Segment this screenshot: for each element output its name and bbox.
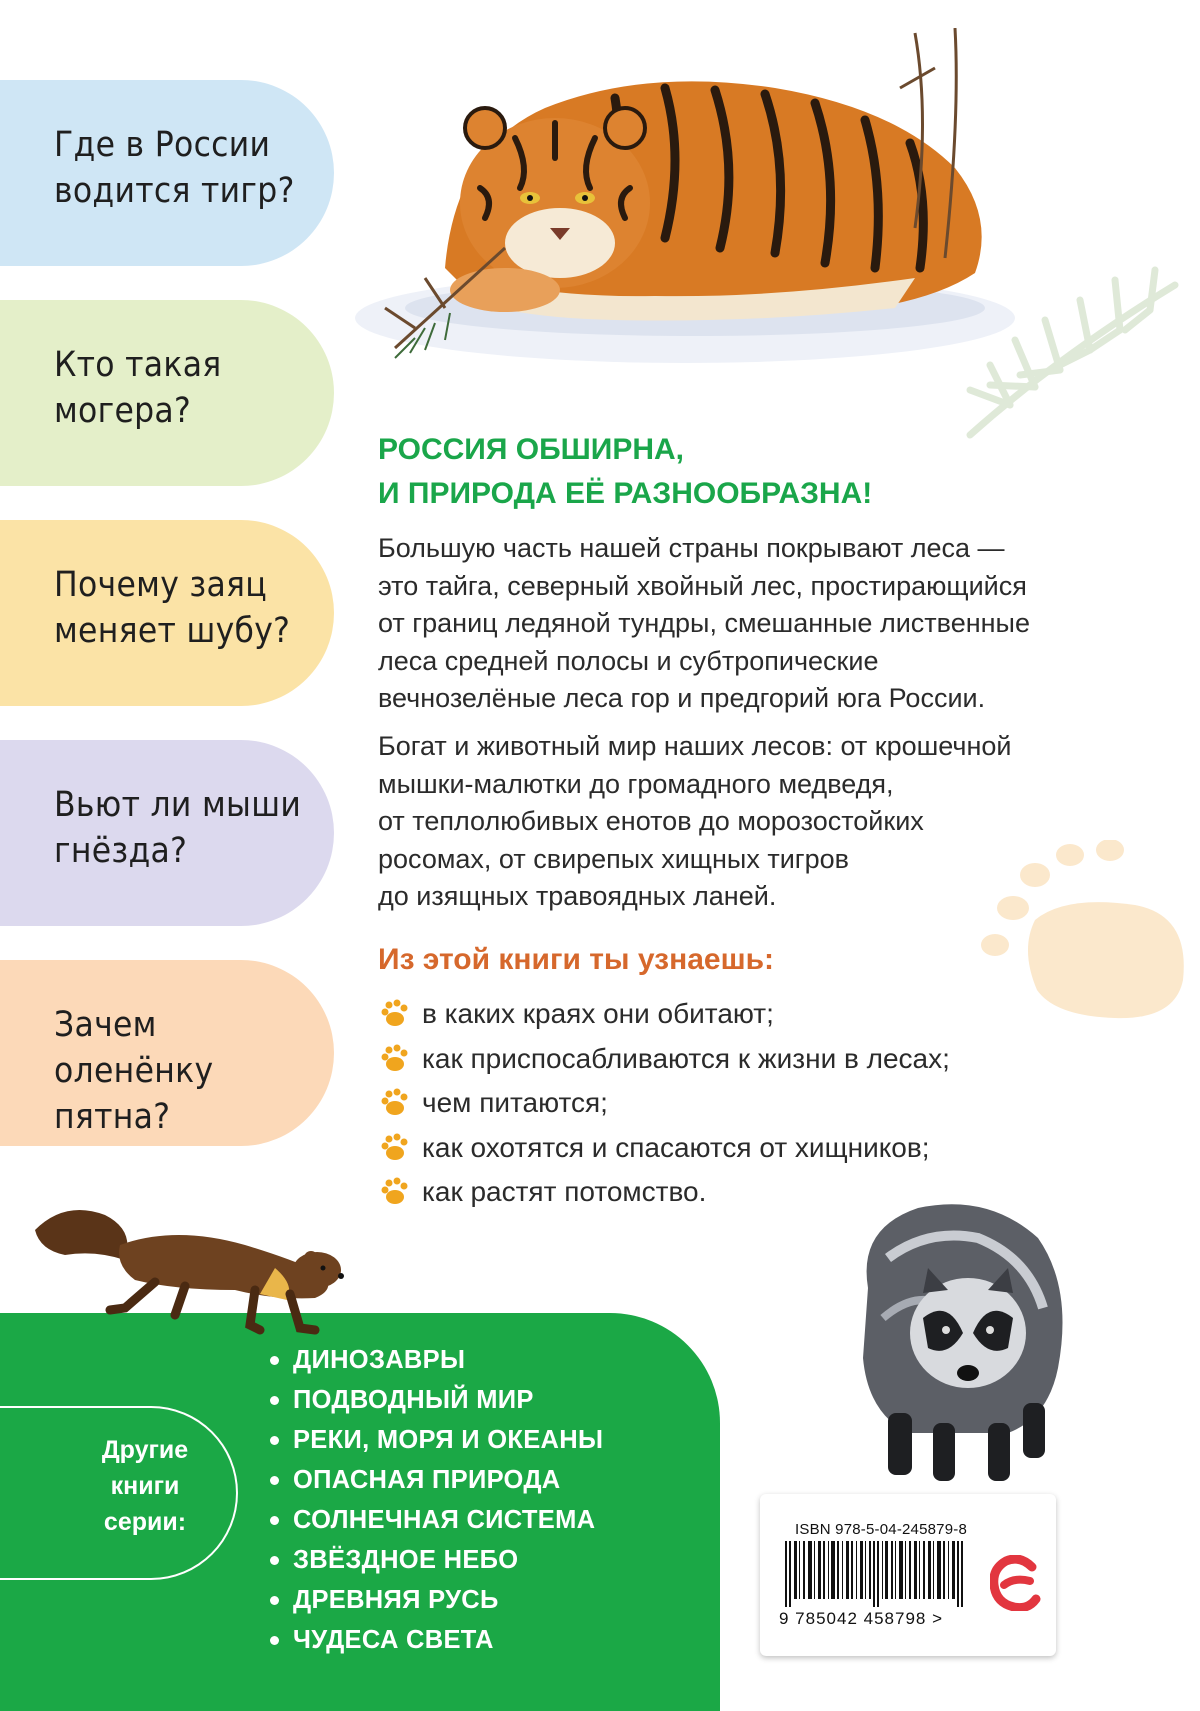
learn-list bbox=[378, 992, 1118, 1215]
series-book-item bbox=[270, 1620, 603, 1660]
list-item-text: в каких краях они обитают; bbox=[422, 998, 774, 1030]
paw-print-icon bbox=[378, 999, 410, 1029]
paw-print-icon bbox=[378, 1044, 410, 1074]
question-text: Вьют ли мыши гнёзда? bbox=[54, 785, 302, 871]
bullet-dot-icon bbox=[270, 1396, 279, 1405]
series-book-item bbox=[270, 1340, 603, 1380]
list-item bbox=[378, 992, 1118, 1037]
question-tab-2 bbox=[0, 300, 334, 486]
series-book-item bbox=[270, 1460, 603, 1500]
question-tab-5 bbox=[0, 960, 334, 1146]
series-list bbox=[270, 1340, 603, 1660]
marten-illustration bbox=[25, 1190, 345, 1340]
question-tab-4 bbox=[0, 740, 334, 926]
raccoon-dog-illustration bbox=[828, 1198, 1078, 1490]
pine-branch-illustration bbox=[950, 265, 1190, 445]
list-item bbox=[378, 1037, 1118, 1082]
series-book-title: ДИНОЗАВРЫ bbox=[293, 1345, 466, 1374]
list-item-text: как охотятся и спасаются от хищников; bbox=[422, 1131, 930, 1163]
series-book-item bbox=[270, 1380, 603, 1420]
bullet-dot-icon bbox=[270, 1516, 279, 1525]
question-text: Кто такая могера? bbox=[54, 345, 222, 431]
isbn-number: ISBN 978-5-04-245879-8 bbox=[795, 1521, 968, 1538]
bullet-dot-icon bbox=[270, 1476, 279, 1485]
series-book-title: ДРЕВНЯЯ РУСЬ bbox=[293, 1585, 499, 1614]
list-item bbox=[378, 1126, 1118, 1171]
barcode-digits: 9 785042 458798 > bbox=[779, 1609, 944, 1628]
bullet-dot-icon bbox=[270, 1556, 279, 1565]
list-item bbox=[378, 1081, 1118, 1126]
bullet-dot-icon bbox=[270, 1596, 279, 1605]
paragraph-wildlife: Богат и животный мир наших лесов: от крошечной мышки-малютки до громадного медведя, от теплолюбивых енотов до морозостойких росомах, от свирепых хищных тигров до изящных травоядных ланей. bbox=[378, 731, 1012, 911]
series-book-title: ЗВЁЗДНОЕ НЕБО bbox=[293, 1545, 519, 1574]
series-book-title: ОПАСНАЯ ПРИРОДА bbox=[293, 1465, 561, 1494]
series-label: Другие книги серии: bbox=[101, 1436, 189, 1536]
bullet-dot-icon bbox=[270, 1636, 279, 1645]
series-book-title: ЧУДЕСА СВЕТА bbox=[293, 1625, 494, 1654]
series-book-title: ПОДВОДНЫЙ МИР bbox=[293, 1385, 534, 1414]
barcode-icon bbox=[785, 1541, 975, 1607]
series-book-title: СОЛНЕЧНАЯ СИСТЕМА bbox=[293, 1505, 596, 1534]
headline: РОССИЯ ОБШИРНА, И ПРИРОДА ЕЁ РАЗНООБРАЗНА! bbox=[378, 433, 873, 510]
list-item-text: как растят потомство. bbox=[422, 1176, 707, 1208]
list-item-text: как приспосабливаются к жизни в лесах; bbox=[422, 1042, 950, 1074]
series-book-item bbox=[270, 1420, 603, 1460]
question-text: Где в России водится тигр? bbox=[54, 125, 295, 211]
bullet-dot-icon bbox=[270, 1436, 279, 1445]
question-tab-3 bbox=[0, 520, 334, 706]
paw-print-icon bbox=[378, 1133, 410, 1163]
series-book-item bbox=[270, 1540, 603, 1580]
paragraph-forests: Большую часть нашей страны покрывают леса — это тайга, северный хвойный лес, простирающийся от границ ледяной тундры, смешанные лиственные леса средней полосы и субтропические вечнозелёные леса гор и предгорий юга России. bbox=[378, 533, 1030, 713]
series-book-title: РЕКИ, МОРЯ И ОКЕАНЫ bbox=[293, 1425, 604, 1454]
series-book-item bbox=[270, 1500, 603, 1540]
paw-print-icon bbox=[378, 1177, 410, 1207]
bullet-dot-icon bbox=[270, 1356, 279, 1365]
paw-print-icon bbox=[378, 1088, 410, 1118]
question-text: Зачем оленёнку пятна? bbox=[54, 1005, 214, 1137]
learn-heading: Из этой книги ты узнаешь: bbox=[378, 943, 775, 976]
question-text: Почему заяц меняет шубу? bbox=[54, 565, 291, 651]
question-tab-1 bbox=[0, 80, 334, 266]
series-book-item bbox=[270, 1580, 603, 1620]
publisher-logo-icon bbox=[990, 1555, 1042, 1611]
list-item-text: чем питаются; bbox=[422, 1087, 608, 1119]
